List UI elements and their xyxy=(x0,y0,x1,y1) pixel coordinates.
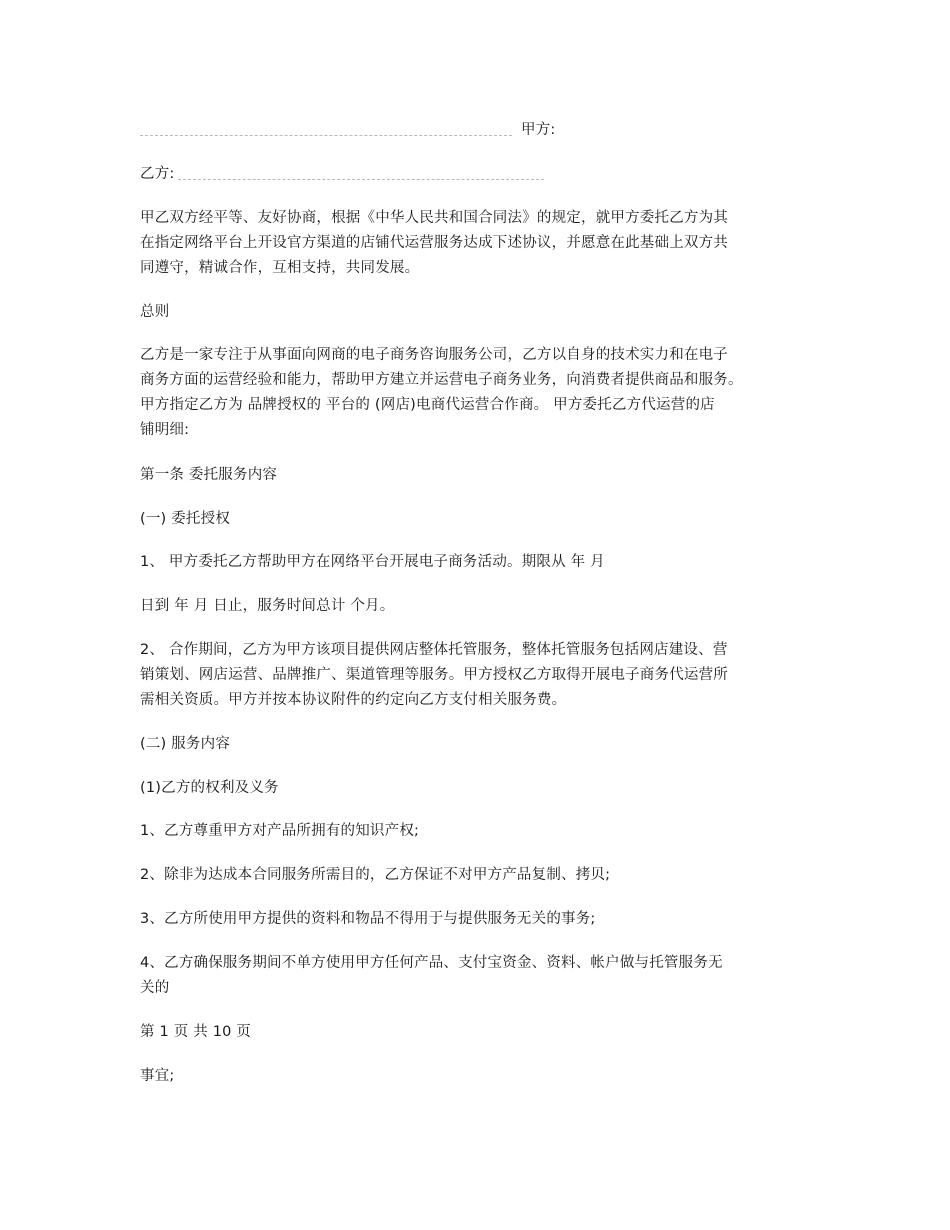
intro-line: 在指定网络平台上开设官方渠道的店铺代运营服务达成下述协议，并愿意在此基础上双方共 xyxy=(140,235,728,251)
section-heading: (一) 委托授权 xyxy=(140,511,231,527)
duty-item: 4、乙方确保服务期间不单方使用甲方任何产品、支付宝资金、资料、帐户做与托管服务无 xyxy=(140,955,723,971)
intro-line: 甲乙双方经平等、友好协商，根据《中华人民共和国合同法》的规定，就甲方委托乙方为其 xyxy=(140,210,728,226)
clause-item: 需相关资质。甲方并按本协议附件的约定向乙方支付相关服务费。 xyxy=(140,692,567,708)
subsection-heading: (1)乙方的权利及义务 xyxy=(140,780,279,796)
duty-item: 关的 xyxy=(140,980,170,996)
general-line: 铺明细: xyxy=(140,422,190,438)
clause-item: 2、 合作期间，乙方为甲方该项目提供网店整体托管服务，整体托管服务包括网店建设、营 xyxy=(140,642,728,658)
intro-line: 同遵守，精诚合作，互相支持，共同发展。 xyxy=(140,260,420,276)
article-heading: 第一条 委托服务内容 xyxy=(140,467,278,483)
page-number: 第 1 页 共 10 页 xyxy=(140,1024,252,1040)
duty-item: 2、除非为达成本合同服务所需目的，乙方保证不对甲方产品复制、拷贝; xyxy=(140,867,611,883)
general-line: 乙方是一家专注于从事面向网商的电子商务咨询服务公司，乙方以自身的技术实力和在电子 xyxy=(140,347,728,363)
general-line: 商务方面的运营经验和能力，帮助甲方建立并运营电子商务业务，向消费者提供商品和服务。 xyxy=(140,372,743,388)
party-a-label: 甲方: xyxy=(521,122,556,138)
general-heading: 总则 xyxy=(140,304,170,320)
party-b-label: 乙方: xyxy=(140,166,175,182)
general-line: 甲方指定乙方为 品牌授权的 平台的 (网店)电商代运营合作商。 甲方委托乙方代运营的店 xyxy=(140,397,715,413)
party-a-blank-line xyxy=(140,135,512,136)
duty-item: 3、乙方所使用甲方提供的资料和物品不得用于与提供服务无关的事务; xyxy=(140,911,596,927)
clause-item: 1、 甲方委托乙方帮助甲方在网络平台开展电子商务活动。期限从 年 月 xyxy=(140,554,605,570)
clause-item: 销策划、网店运营、品牌推广、渠道管理等服务。甲方授权乙方取得开展电子商务代运营所 xyxy=(140,667,728,683)
party-b-blank-line xyxy=(178,179,544,180)
continuation-text: 事宜; xyxy=(140,1068,175,1084)
duty-item: 1、乙方尊重甲方对产品所拥有的知识产权; xyxy=(140,823,420,839)
section-heading: (二) 服务内容 xyxy=(140,736,231,752)
clause-item-continuation: 日到 年 月 日止，服务时间总计 个月。 xyxy=(140,598,395,614)
